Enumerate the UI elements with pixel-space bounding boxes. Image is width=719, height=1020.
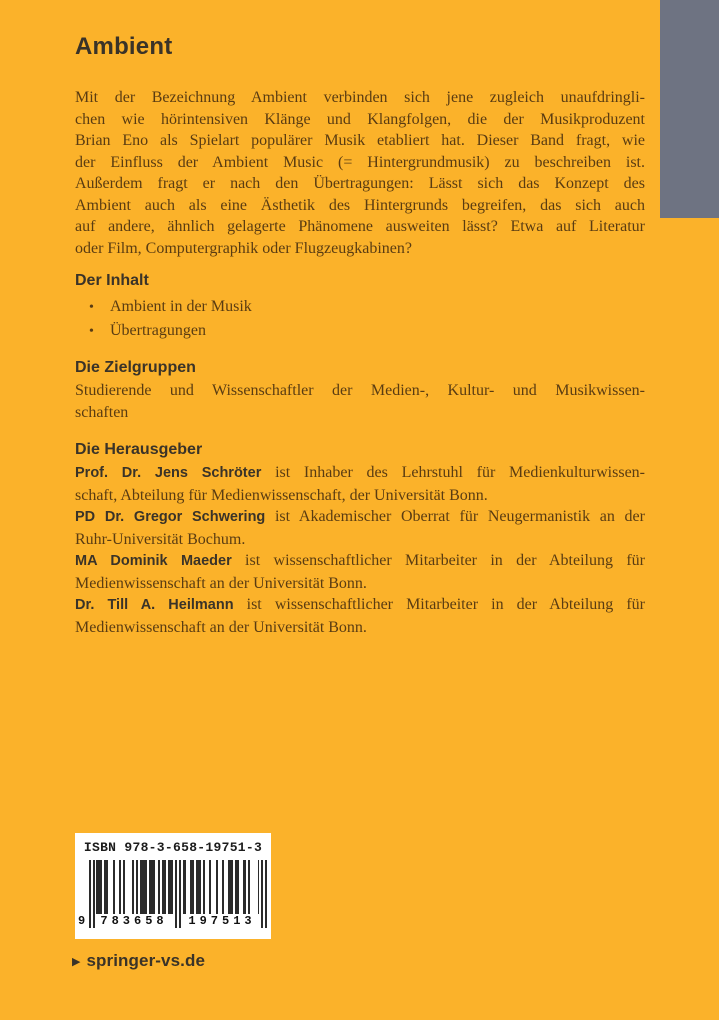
barcode-bar xyxy=(100,860,102,914)
editor-line: Medienwissenschaft an der Universität Bonn. xyxy=(75,574,367,592)
editor-line: Ruhr-Universität Bochum. xyxy=(75,530,246,548)
isbn-label: ISBN 978-3-658-19751-3 xyxy=(83,840,263,855)
barcode-bar xyxy=(119,860,121,914)
barcode-bar xyxy=(89,860,91,928)
arrow-icon: ▶ xyxy=(72,954,81,968)
barcode-bar xyxy=(203,860,205,914)
text-line: chen wie hörintensiven Klänge und Klangfolgen, die der Musikproduzent xyxy=(75,110,645,128)
barcode-bar xyxy=(185,860,187,914)
barcode-bar xyxy=(248,860,250,914)
publisher-url-text: springer-vs.de xyxy=(86,951,206,970)
barcode-bar xyxy=(237,860,239,914)
book-title: Ambient xyxy=(75,33,173,60)
herausgeber-text xyxy=(75,462,645,638)
barcode-bar xyxy=(231,860,233,914)
gray-corner-rect xyxy=(660,0,719,218)
editor-line: MA Dominik Maeder ist wissenschaftlicher Mitarbeiter in der Abteilung für xyxy=(75,552,645,569)
bullet-dot-icon: • xyxy=(89,300,94,315)
barcode-bar xyxy=(200,860,202,914)
barcode-bar xyxy=(123,860,125,914)
ean13-barcode xyxy=(78,860,267,928)
bullet-item xyxy=(75,320,645,344)
barcode-bar xyxy=(106,860,108,914)
section-heading-inhalt: Der Inhalt xyxy=(75,272,149,289)
text-line: Brian Eno als Spielart populärer Musik etabliert hat. Dieser Band fragt, wie xyxy=(75,132,645,149)
text-line: Außerdem fragt er nach den Übertragungen: Lässt sich das Konzept des xyxy=(75,175,645,192)
barcode-bar xyxy=(153,860,155,914)
barcode-bar xyxy=(132,860,134,914)
isbn-barcode-box xyxy=(75,833,271,939)
bullet-dot-icon: • xyxy=(89,323,94,339)
editor-line: Medienwissenschaft an der Universität Bonn. xyxy=(75,618,367,636)
editor-name: PD Dr. Gregor Schwering xyxy=(75,509,266,525)
text-line: der Einfluss der Ambient Music (= Hintergrundmusik) zu beschreiben ist. xyxy=(75,153,645,171)
text-line: oder Film, Computergraphik oder Flugzeugkabinen? xyxy=(75,239,412,257)
barcode-bar xyxy=(192,860,194,914)
barcode-bar xyxy=(93,860,95,928)
book-blurb xyxy=(75,87,645,259)
editor-line: Prof. Dr. Jens Schröter ist Inhaber des Lehrstuhl für Medienkulturwissen- xyxy=(75,464,645,481)
bullet-item xyxy=(75,296,645,320)
barcode-bar xyxy=(209,860,211,914)
barcode-bar xyxy=(258,860,260,914)
barcode-bar xyxy=(265,860,267,928)
text-line: Studierende und Wissenschaftler der Medien-, Kultur- und Musikwissen- xyxy=(75,382,645,399)
barcode-bar xyxy=(179,860,181,928)
barcode-bar xyxy=(171,860,173,914)
text-line: Ambient auch als eine Ästhetik des Hintergrunds begreifen, das sich auch xyxy=(75,196,645,214)
barcode-digit-first: 9 xyxy=(78,914,86,928)
bullet-text: Ambient in der Musik xyxy=(110,298,252,315)
barcode-bar xyxy=(245,860,247,914)
cover-text-column xyxy=(75,0,645,638)
barcode-bar xyxy=(175,860,177,928)
text-line: auf andere, ähnlich gelagerte Phänomene ausweiten lässt? Etwa auf Literatur xyxy=(75,218,645,235)
editor-name: Dr. Till A. Heilmann xyxy=(75,597,234,613)
barcode-bar xyxy=(261,860,263,928)
barcode-digits-left: 783658 xyxy=(100,914,168,928)
editor-line: Dr. Till A. Heilmann ist wissenschaftlicher Mitarbeiter in der Abteilung für xyxy=(75,596,645,613)
barcode-bar xyxy=(164,860,166,914)
barcode-bar xyxy=(216,860,218,914)
editor-line: PD Dr. Gregor Schwering ist Akademischer Oberrat für Neugermanistik an der xyxy=(75,508,645,525)
section-heading-zielgruppen: Die Zielgruppen xyxy=(75,359,196,376)
zielgruppen-text xyxy=(75,380,645,423)
barcode-bar xyxy=(158,860,160,914)
barcode-bar xyxy=(113,860,115,914)
section-heading-herausgeber: Die Herausgeber xyxy=(75,441,203,458)
inhalt-bullet-list xyxy=(75,296,645,343)
editor-name: Prof. Dr. Jens Schröter xyxy=(75,465,262,481)
text-line: Mit der Bezeichnung Ambient verbinden sich jene zugleich unaufdringli- xyxy=(75,89,645,106)
barcode-bar xyxy=(222,860,224,914)
publisher-url xyxy=(72,951,205,971)
text-line: schaften xyxy=(75,403,129,421)
bullet-text: Übertragungen xyxy=(110,321,206,339)
barcode-bar xyxy=(136,860,138,914)
editor-line: schaft, Abteilung für Medienwissenschaft, der Universität Bonn. xyxy=(75,486,488,504)
barcode-digits-right: 197513 xyxy=(188,914,256,928)
barcode-bar xyxy=(145,860,147,914)
editor-name: MA Dominik Maeder xyxy=(75,553,232,569)
